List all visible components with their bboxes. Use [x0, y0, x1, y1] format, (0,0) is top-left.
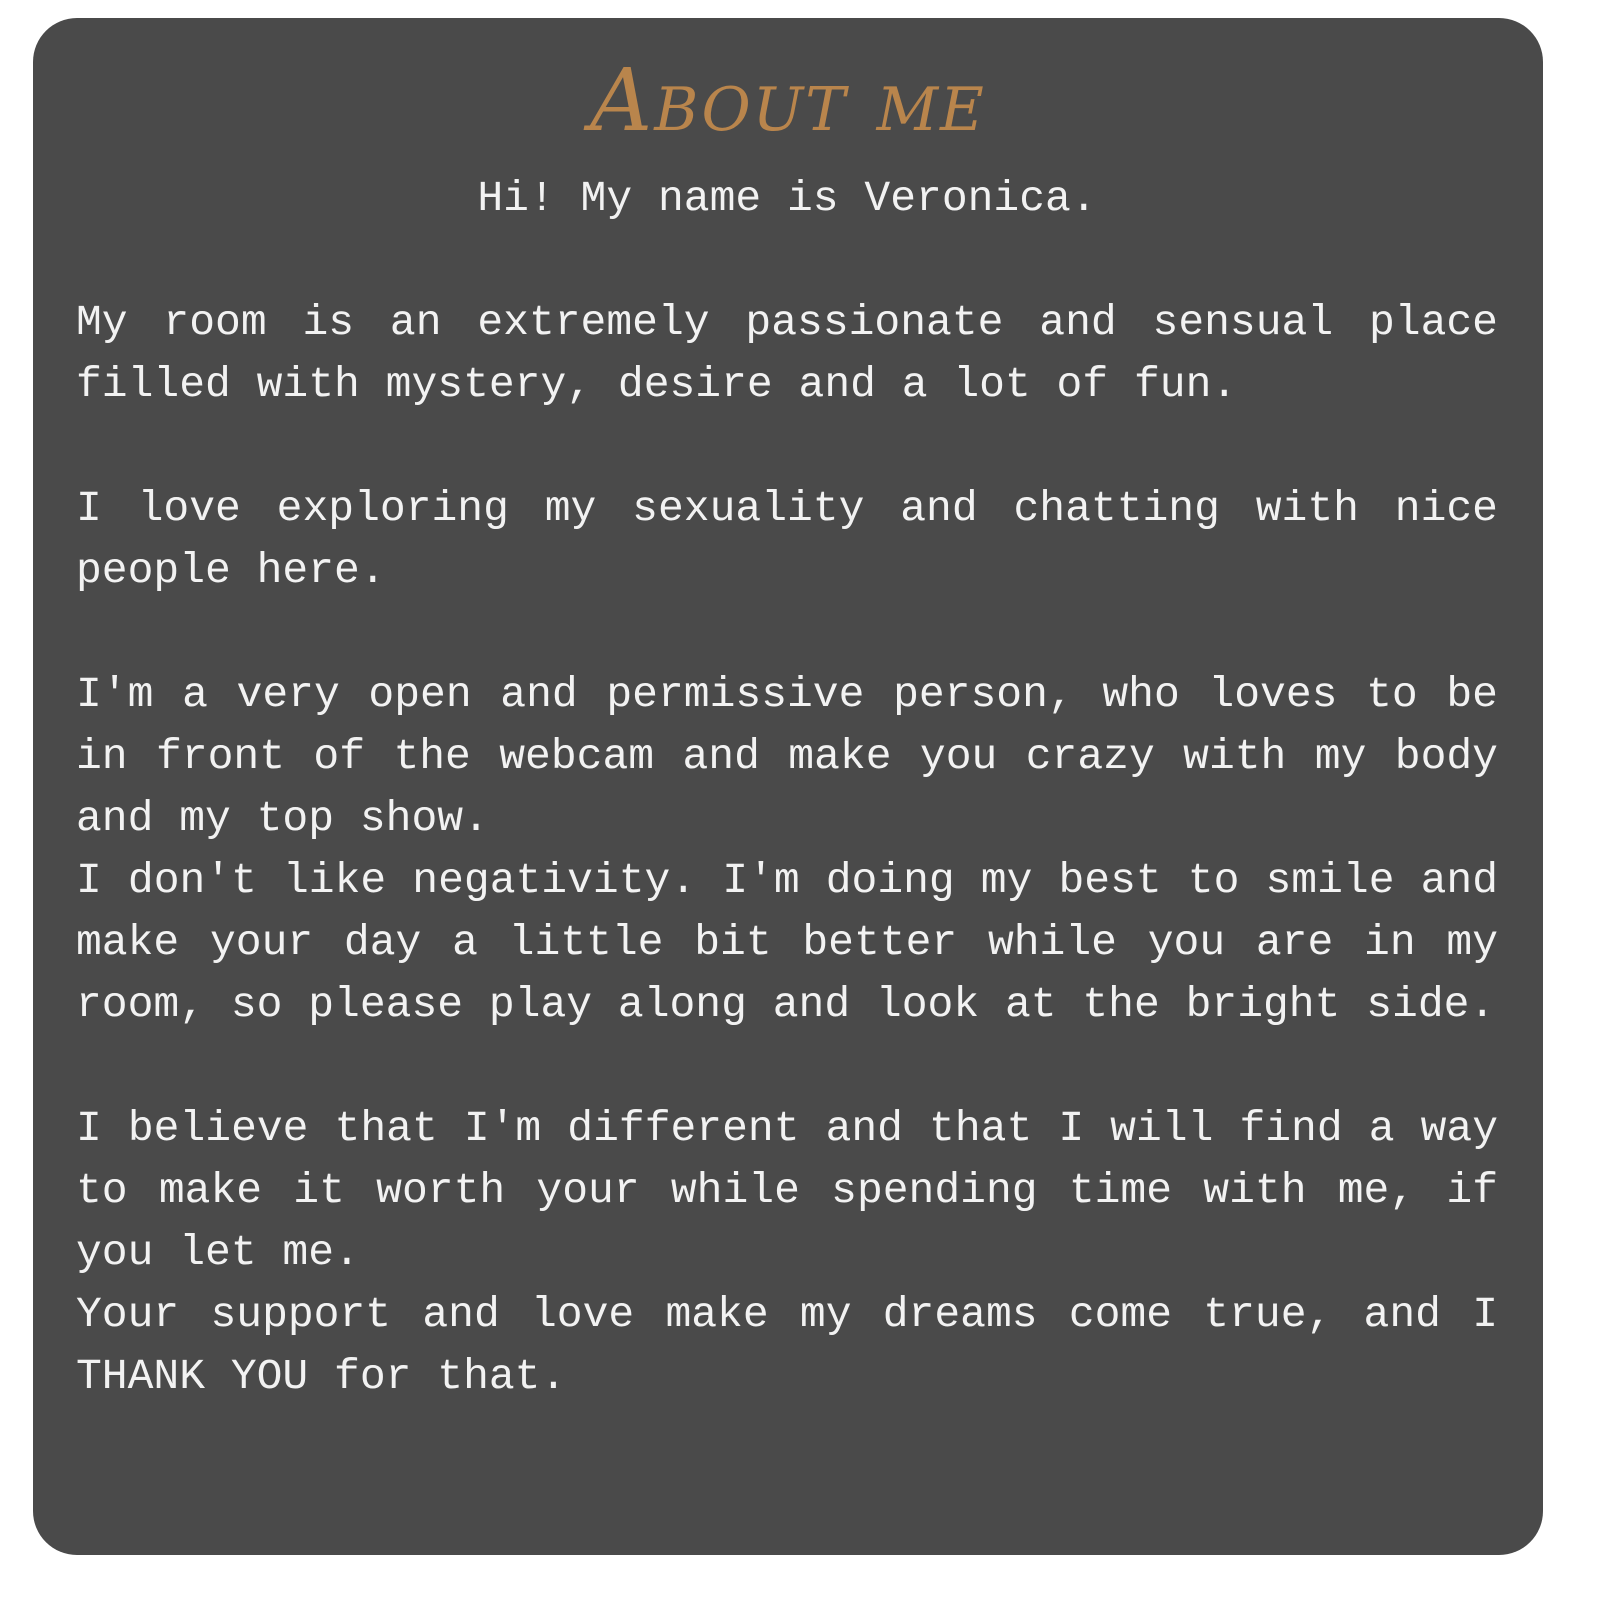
greeting-line: Hi! My name is Veronica.: [477, 174, 1097, 223]
paragraph-thanks: Your support and love make my dreams come true, and I THANK YOU for that.: [76, 1290, 1498, 1401]
about-me-card: [33, 18, 1543, 1555]
paragraph-gap: [76, 1036, 1498, 1098]
paragraph-negativity: I don't like negativity. I'm doing my best to smile and make your day a little bit better while you are in my room, so please play along and look at the bright side.: [76, 856, 1498, 1029]
section-title: About me: [590, 51, 986, 151]
paragraph-gap: [76, 602, 1498, 664]
paragraph-gap: [76, 230, 1498, 292]
about-me-text: [76, 168, 1498, 1408]
paragraph-exploring: I love exploring my sexuality and chatting with nice people here.: [76, 484, 1498, 595]
paragraph-open-person: I'm a very open and permissive person, who loves to be in front of the webcam and make you crazy with my body and my top show.: [76, 670, 1498, 843]
paragraph-room: My room is an extremely passionate and sensual place filled with mystery, desire and a lot of fun.: [76, 298, 1498, 409]
paragraph-different: I believe that I'm different and that I will find a way to make it worth your while spending time with me, if you let me.: [76, 1104, 1498, 1277]
paragraph-gap: [76, 416, 1498, 478]
